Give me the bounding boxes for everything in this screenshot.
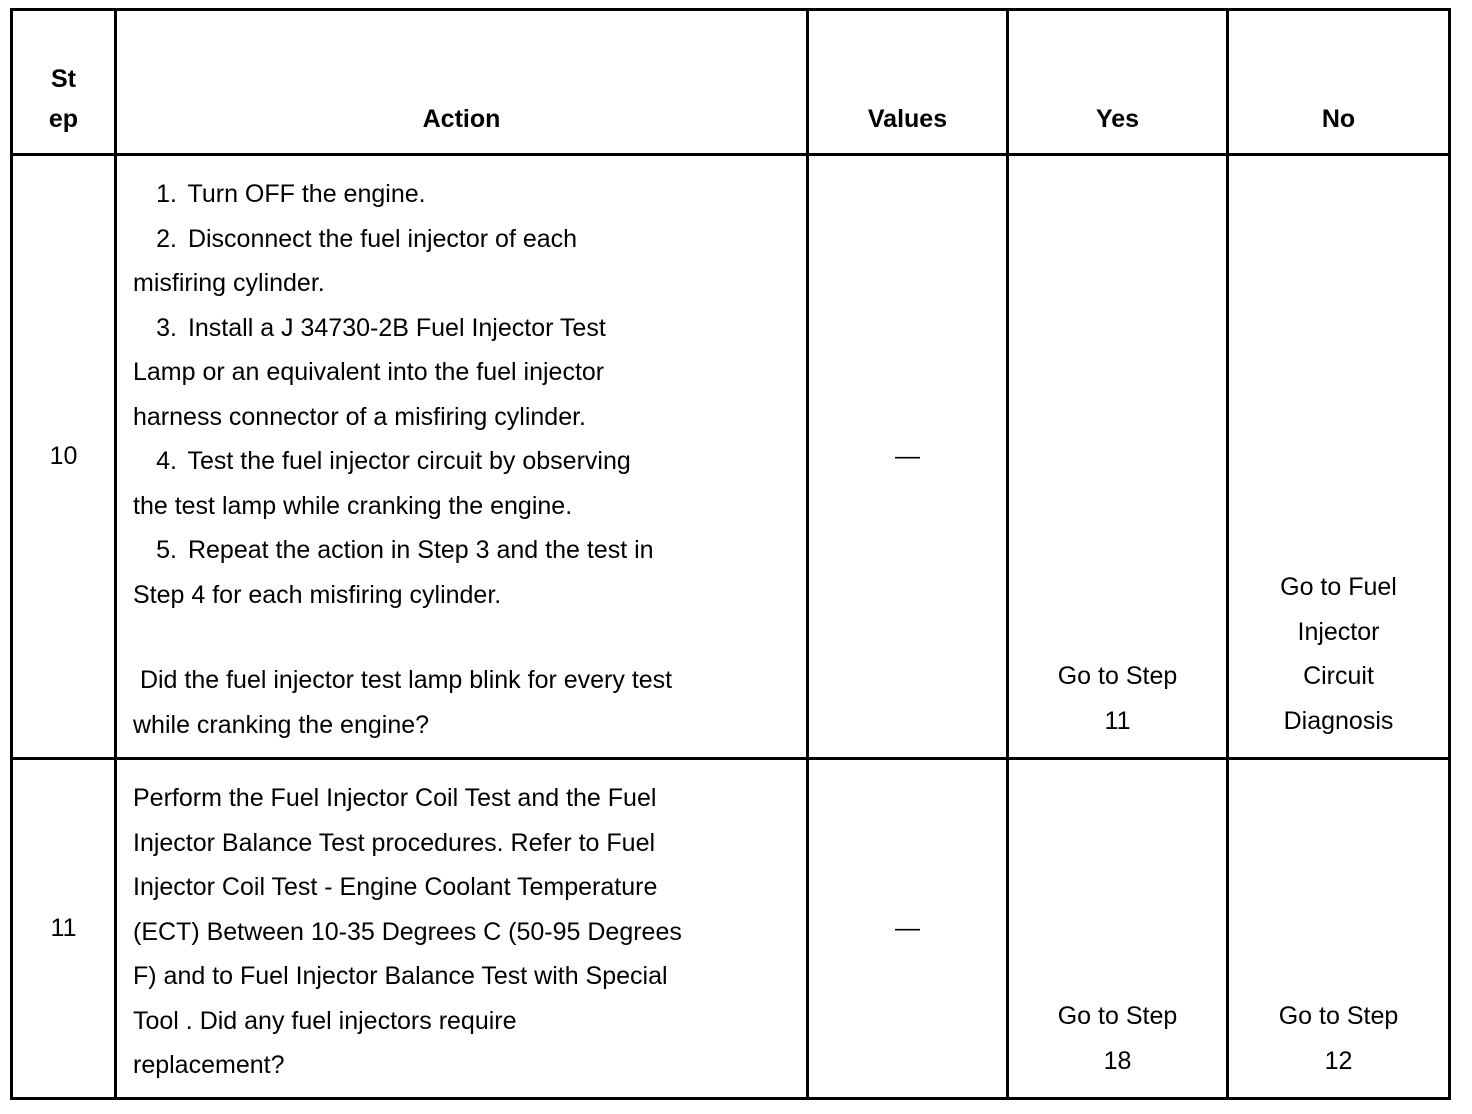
action-line: Perform the Fuel Injector Coil Test and the Fuel bbox=[133, 784, 657, 812]
action-item bbox=[133, 439, 796, 484]
item-text: Install a J 34730-2B Fuel Injector Test bbox=[187, 313, 606, 342]
no-link-line: Diagnosis bbox=[1283, 706, 1394, 735]
diagnostic-table bbox=[10, 8, 1451, 1100]
no-link-line: Go to Fuel bbox=[1280, 573, 1397, 601]
action-line: replacement? bbox=[133, 1051, 285, 1079]
item-continuation: Step 4 for each misfiring cylinder. bbox=[133, 580, 502, 609]
item-number: 3. bbox=[156, 313, 177, 342]
table-row bbox=[12, 155, 1450, 759]
no-link-line: Injector bbox=[1297, 617, 1380, 646]
item-number: 2. bbox=[156, 224, 177, 253]
action-item bbox=[133, 306, 796, 351]
action-item bbox=[133, 217, 796, 262]
action-cell bbox=[116, 759, 808, 1099]
item-text: Repeat the action in Step 3 and the test in bbox=[187, 536, 654, 564]
no-cell bbox=[1228, 155, 1450, 759]
values-cell: — bbox=[808, 155, 1008, 759]
item-number: 1. bbox=[156, 180, 177, 208]
no-cell bbox=[1228, 759, 1450, 1099]
action-column-header: Action bbox=[116, 10, 808, 155]
values-cell: — bbox=[808, 759, 1008, 1099]
action-cell bbox=[116, 155, 808, 759]
no-link-line: Circuit bbox=[1303, 662, 1374, 690]
yes-link-line: 11 bbox=[1104, 706, 1131, 735]
item-continuation: the test lamp while cranking the engine. bbox=[133, 491, 573, 520]
question-line: Did the fuel injector test lamp blink for every test bbox=[133, 666, 673, 694]
step-column-header bbox=[12, 10, 116, 155]
yes-column-header: Yes bbox=[1008, 10, 1228, 155]
action-line: (ECT) Between 10-35 Degrees C (50-95 Degrees bbox=[133, 917, 682, 946]
values-column-header: Values bbox=[808, 10, 1008, 155]
question-line: while cranking the engine? bbox=[133, 710, 430, 739]
step-header-line2: ep bbox=[48, 105, 79, 133]
action-line: F) and to Fuel Injector Balance Test with Special bbox=[133, 962, 668, 990]
item-number: 4. bbox=[156, 447, 177, 475]
item-number: 5. bbox=[156, 536, 177, 564]
table-row bbox=[12, 759, 1450, 1099]
yes-link-line: 18 bbox=[1103, 1046, 1132, 1075]
no-column-header: No bbox=[1228, 10, 1450, 155]
item-text: Disconnect the fuel injector of each bbox=[187, 224, 578, 253]
no-link-line: Go to Step bbox=[1278, 1002, 1399, 1030]
action-line: Injector Coil Test - Engine Coolant Temperature bbox=[133, 873, 658, 901]
action-line: Injector Balance Test procedures. Refer to Fuel bbox=[133, 828, 656, 857]
item-text: Turn OFF the engine. bbox=[187, 180, 426, 208]
no-link-line: 12 bbox=[1324, 1046, 1353, 1075]
item-continuation: Lamp or an equivalent into the fuel injector bbox=[133, 358, 605, 386]
step-number: 10 bbox=[12, 155, 116, 759]
action-item bbox=[133, 172, 796, 217]
yes-cell bbox=[1008, 759, 1228, 1099]
yes-link-line: Go to Step bbox=[1057, 1002, 1178, 1030]
item-continuation: misfiring cylinder. bbox=[133, 269, 325, 297]
question-text bbox=[133, 658, 796, 747]
item-continuation: harness connector of a misfiring cylinder. bbox=[133, 402, 586, 431]
step-number: 11 bbox=[12, 759, 116, 1099]
action-line: Tool . Did any fuel injectors require bbox=[133, 1006, 517, 1035]
action-item bbox=[133, 528, 796, 573]
yes-cell bbox=[1008, 155, 1228, 759]
step-header-line1: St bbox=[51, 65, 76, 93]
item-text: Test the fuel injector circuit by observing bbox=[187, 447, 631, 475]
header-row bbox=[12, 10, 1450, 155]
yes-link-line: Go to Step bbox=[1057, 662, 1178, 690]
